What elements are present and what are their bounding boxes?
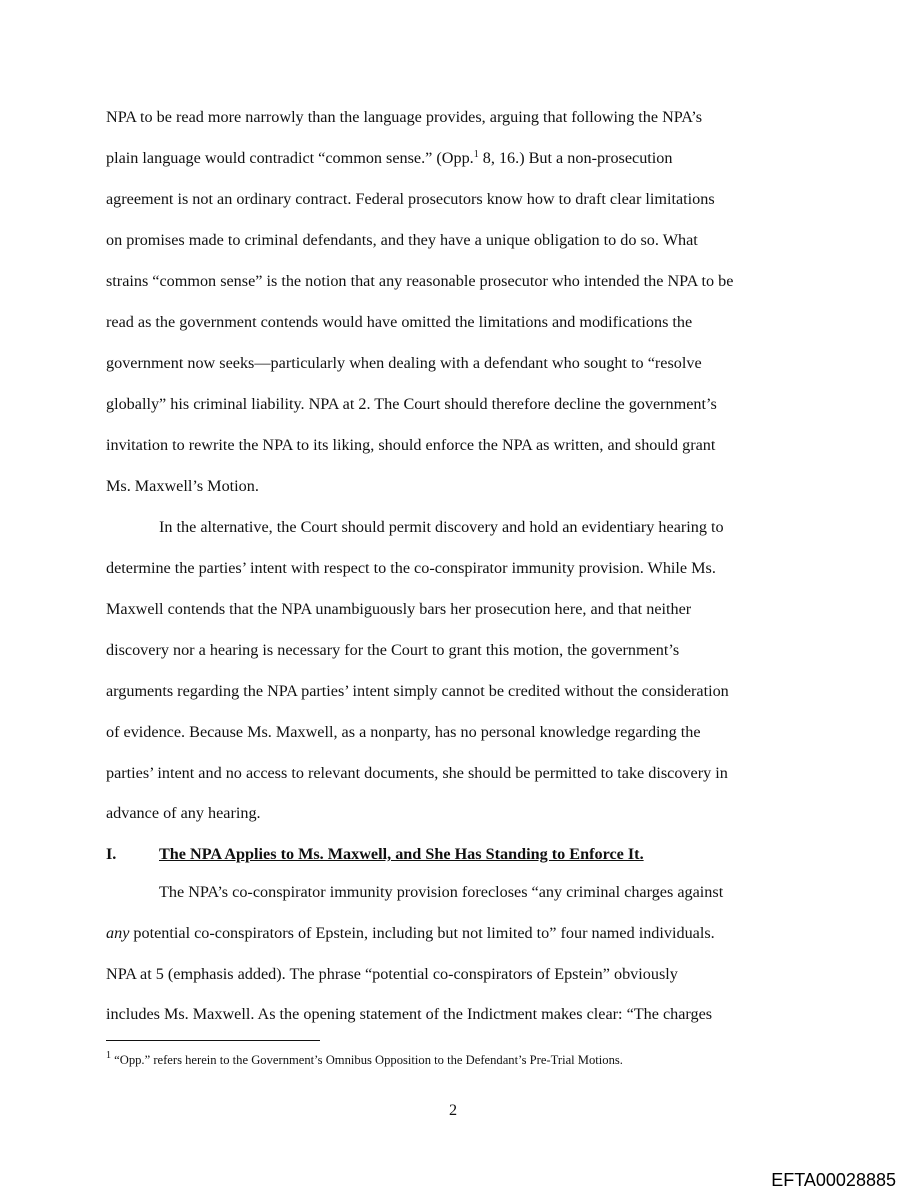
emphasis-text: any [106,924,130,942]
body-text-line: globally” his criminal liability. NPA at 2. The Court should therefore decline the government’s [106,395,717,413]
footnote-marker: 1 [106,1050,111,1061]
page-number: 2 [448,1101,458,1119]
body-text-line: of evidence. Because Ms. Maxwell, as a nonparty, has no personal knowledge regarding the [106,723,701,741]
section-heading: The NPA Applies to Ms. Maxwell, and She Has Standing to Enforce It. [159,845,644,863]
body-text-line: parties’ intent and no access to relevant documents, she should be permitted to take discovery in [106,764,728,782]
body-text-line: includes Ms. Maxwell. As the opening statement of the Indictment makes clear: “The charges [106,1005,713,1023]
body-text-line: strains “common sense” is the notion that any reasonable prosecutor who intended the NPA to be [106,272,734,290]
body-text-line: read as the government contends would have omitted the limitations and modifications the [106,313,693,331]
body-text-line: government now seeks—particularly when dealing with a defendant who sought to “resolve [106,354,702,372]
body-text-line: NPA to be read more narrowly than the language provides, arguing that following the NPA’s [106,108,702,126]
body-text-line: Maxwell contends that the NPA unambiguously bars her prosecution here, and that neither [106,600,692,618]
body-text-line: NPA at 5 (emphasis added). The phrase “potential co-conspirators of Epstein” obviously [106,965,678,983]
footnote-reference: 1 [473,149,479,160]
body-text-line: advance of any hearing. [106,804,261,822]
body-text-line: discovery nor a hearing is necessary for the Court to grant this motion, the government’s [106,641,680,659]
body-text-line: agreement is not an ordinary contract. Federal prosecutors know how to draft clear limitations [106,190,715,208]
body-text-line: arguments regarding the NPA parties’ intent simply cannot be credited without the consideration [106,682,729,700]
body-text-line: invitation to rewrite the NPA to its liking, should enforce the NPA as written, and should grant [106,436,716,454]
bates-number: EFTA00028885 [771,1170,896,1190]
footnote-text: “Opp.” refers herein to the Government’s Omnibus Opposition to the Defendant’s Pre-Trial Motions. [111,1053,623,1067]
body-text-line: Ms. Maxwell’s Motion. [106,477,259,495]
body-text-line: determine the parties’ intent with respect to the co-conspirator immunity provision. While Ms. [106,559,716,577]
section-number: I. [106,845,117,863]
body-text-line: In the alternative, the Court should permit discovery and hold an evidentiary hearing to [159,518,724,536]
body-text-line: The NPA’s co-conspirator immunity provision forecloses “any criminal charges against [159,883,724,901]
body-text-line: on promises made to criminal defendants, and they have a unique obligation to do so. What [106,231,698,249]
footnote-separator [106,1040,320,1041]
body-text-line: any potential co-conspirators of Epstein, including but not limited to” four named individuals. [106,924,715,942]
body-text-line: plain language would contradict “common sense.” (Opp.$^1$ 8, 16.) But a non-prosecution [106,149,673,167]
footnote [106,1052,623,1068]
